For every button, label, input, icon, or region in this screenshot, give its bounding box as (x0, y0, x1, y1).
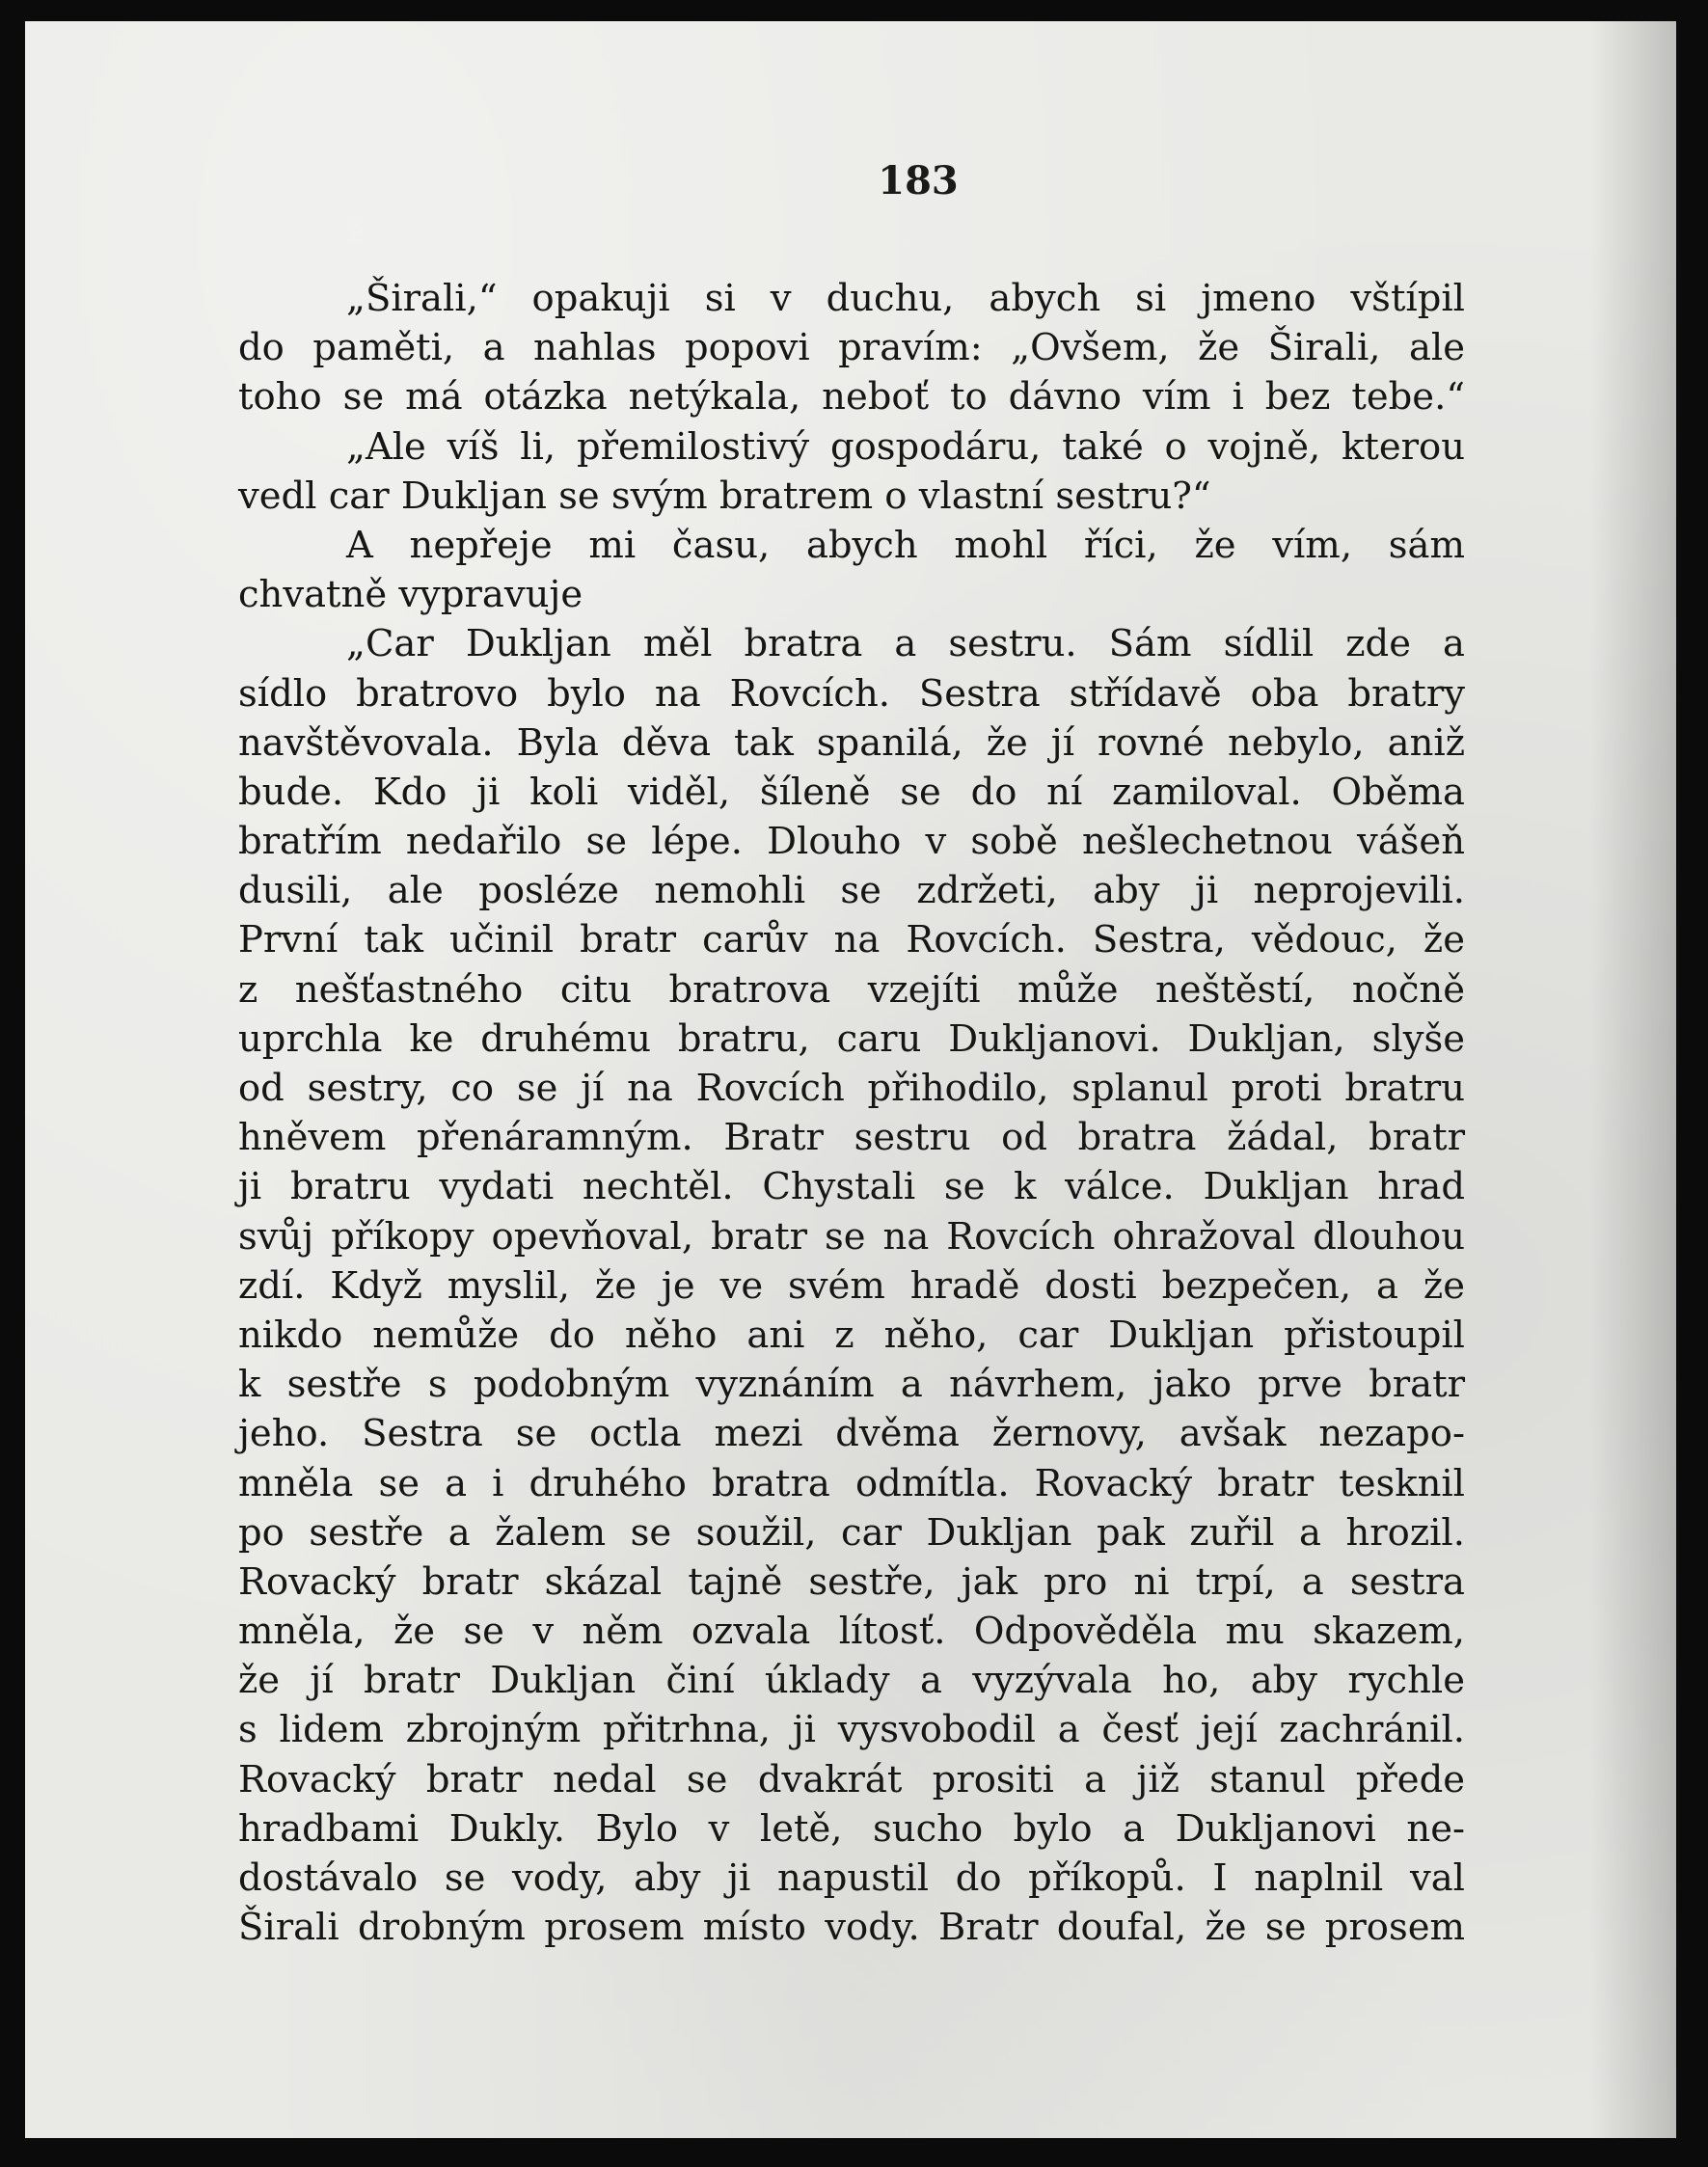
text-line: k sestře s podobným vyznáním a návrhem, jako prve bratr (238, 1363, 1465, 1407)
text-line: A nepřeje mi času, abych mohl říci, že vím, sám (346, 523, 1465, 567)
text-line: ji bratru vydati nechtěl. Chystali se k válce. Dukljan hrad (238, 1165, 1465, 1209)
text-line: že jí bratr Dukljan činí úklady a vyzývala ho, aby rychle (238, 1659, 1465, 1703)
text-line: První tak učinil bratr carův na Rovcích. Sestra, vědouc, že (238, 918, 1465, 962)
text-line: „Širali,“ opakuji si v duchu, abych si jmeno vštípil (346, 277, 1465, 320)
text-line: chvatně vypravuje (238, 573, 583, 617)
text-line: Rovacký bratr skázal tajně sestře, jak pro ni trpí, a sestra (238, 1559, 1465, 1604)
text-line: po sestře a žalem se soužil, car Dukljan pak zuřil a hrozil. (238, 1510, 1465, 1555)
text-line: Rovacký bratr nedal se dvakrát prositi a již stanul přede (238, 1757, 1465, 1801)
text-line: od sestry, co se jí na Rovcích přihodilo, splanul proti bratru (238, 1067, 1465, 1110)
text-line: hradbami Dukly. Bylo v letě, sucho bylo a Dukljanovi ne- (238, 1806, 1465, 1851)
text-line: svůj příkopy opevňoval, bratr se na Rovcích ohražoval dlouhou (238, 1214, 1465, 1259)
text-line: vedl car Dukljan se svým bratrem o vlastní sestru?“ (238, 474, 1211, 518)
text-line: bratřím nedařilo se lépe. Dlouho v sobě nešlechetnou vášeň (238, 820, 1465, 864)
text-line: bude. Kdo ji koli viděl, šíleně se do ní zamiloval. Oběma (238, 770, 1465, 814)
text-line: toho se má otázka netýkala, neboť to dávno vím i bez tebe.“ (238, 375, 1465, 420)
text-line: „Ale víš li, přemilostivý gospodáru, také o vojně, kterou (346, 424, 1465, 469)
text-line: sídlo bratrovo bylo na Rovcích. Sestra střídavě oba bratry (238, 671, 1465, 716)
text-line: jeho. Sestra se octla mezi dvěma žernovy, avšak nezapo- (238, 1412, 1465, 1456)
text-line: s lidem zbrojným přitrhna, ji vysvobodil a česť její zachránil. (238, 1708, 1465, 1752)
text-line: nikdo nemůže do něho ani z něho, car Dukljan přistoupil (238, 1313, 1465, 1357)
book-page (25, 21, 1676, 2138)
text-line: do paměti, a nahlas popovi pravím: „Ovšem, že Širali, ale (238, 326, 1465, 370)
text-line: uprchla ke druhému bratru, caru Dukljanovi. Dukljan, slyše (238, 1016, 1465, 1061)
text-line: z nešťastného citu bratrova vzejíti může neštěstí, nočně (238, 967, 1465, 1012)
text-line: dostávalo se vody, aby ji napustil do příkopů. I naplnil val (238, 1856, 1465, 1900)
text-line: dusili, ale posléze nemohli se zdržeti, aby ji neprojevili. (238, 869, 1465, 913)
text-line: navštěvovala. Byla děva tak spanilá, že jí rovné nebylo, aniž (238, 720, 1465, 765)
text-line: mněla, že se v něm ozvala lítosť. Odpověděla mu skazem, (238, 1610, 1465, 1654)
text-line: hněvem přenáramným. Bratr sestru od bratra žádal, bratr (238, 1116, 1465, 1160)
text-line: zdí. Když myslil, že je ve svém hradě dosti bezpečen, a že (238, 1263, 1465, 1308)
text-line: Širali drobným prosem místo vody. Bratr doufal, že se prosem (238, 1906, 1465, 1950)
text-line: mněla se a i druhého bratra odmítla. Rovacký bratr tesknil (238, 1461, 1465, 1505)
page-edge-shadow (1589, 21, 1676, 2138)
body-text (238, 274, 1465, 1952)
page-number: 183 (878, 158, 959, 203)
text-line: „Car Dukljan měl bratra a sestru. Sám sídlil zde a (346, 622, 1465, 666)
